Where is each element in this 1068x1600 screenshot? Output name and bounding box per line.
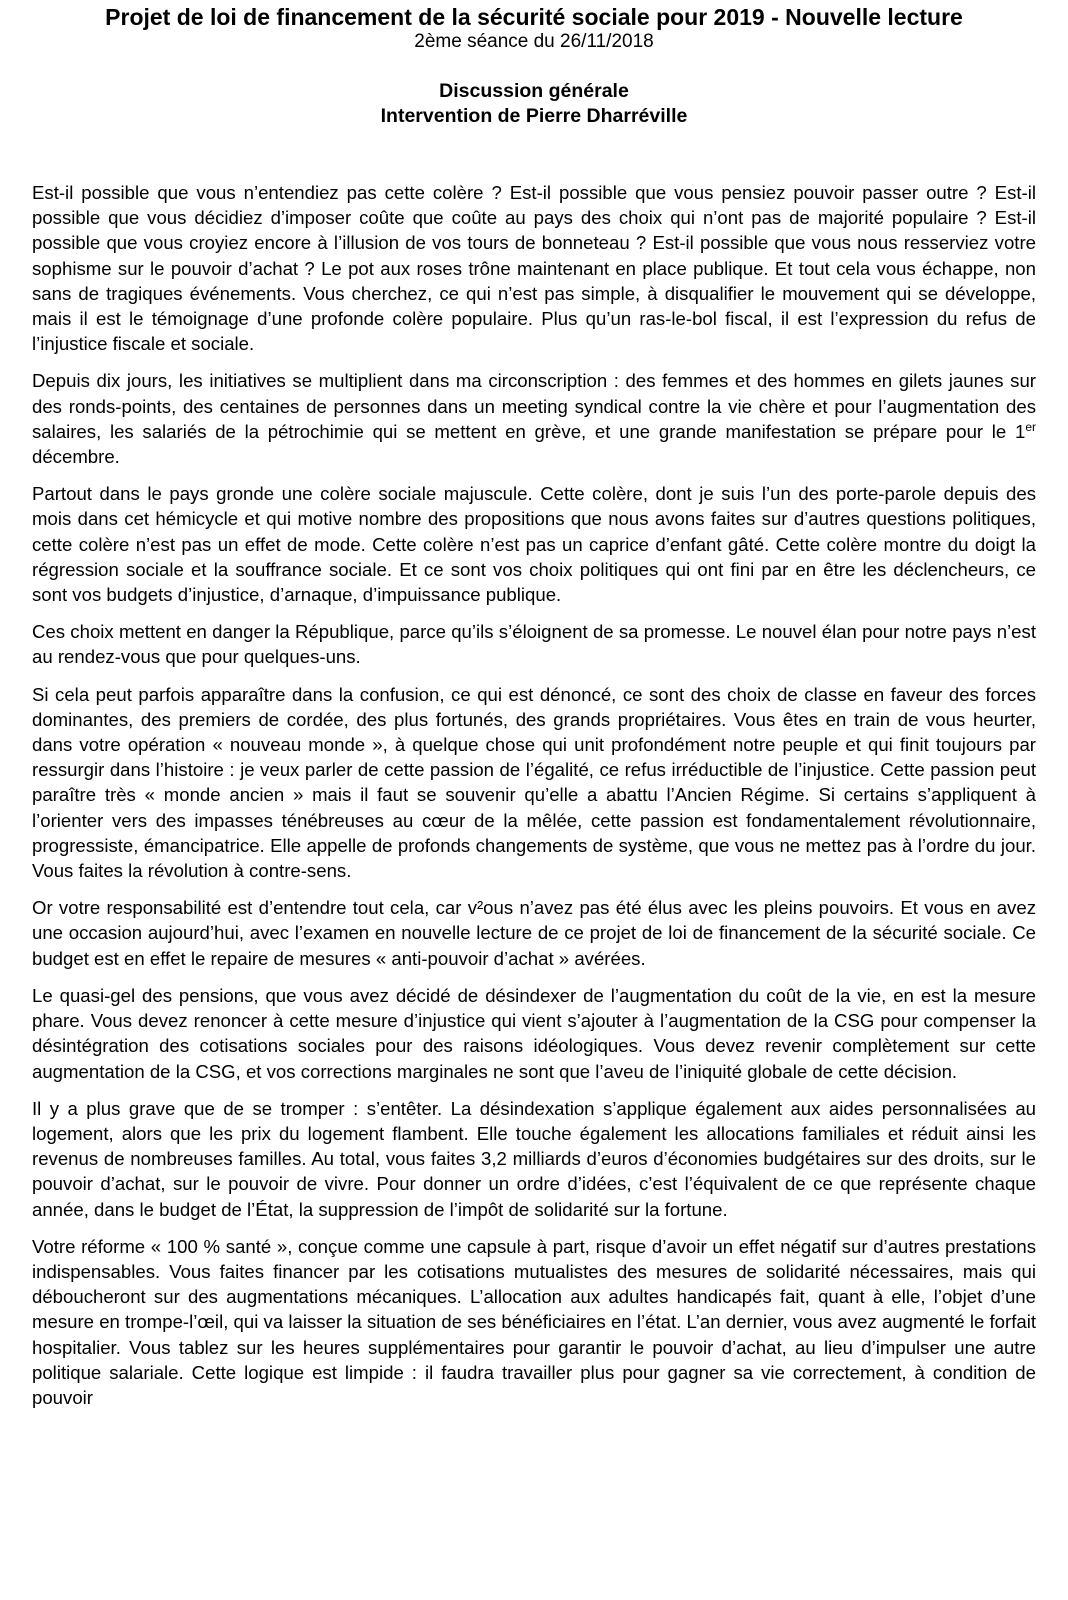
sitting-date: 2ème séance du 26/11/2018 xyxy=(414,31,654,52)
paragraph: Or votre responsabilité est d’entendre tout cela, car v²ous n’avez pas été élus avec les pleins pouvoirs. Et vous en avez une occasion aujourd’hui, avec l’examen en nouvelle lecture de ce projet de loi de financement de la sécurité sociale. Ce budget est en effet le repaire de mesures « anti-pouvoir d’achat » avérées. xyxy=(32,897,1036,969)
paragraph: Ces choix mettent en danger la République, parce qu’ils s’éloignent de sa promesse. Le nouvel élan pour notre pays n’est au rendez-vous que pour quelques-uns. xyxy=(32,621,1036,668)
paragraph: Le quasi-gel des pensions, que vous avez décidé de désindexer de l’augmentation du coût de la vie, en est la mesure phare. Vous devez renoncer à cette mesure d’injustice qui vient s’ajouter à l’augmentation de la CSG pour compenser la désintégration des cotisations sociales pour des raisons idéologiques. Vous devez revenir complètement sur cette augmentation de la CSG, et vos corrections marginales ne sont que l’aveu de l’iniquité globale de cette décision. xyxy=(32,984,1036,1082)
paragraph-text: Depuis dix jours, les initiatives se multiplient dans ma circonscription : des femmes et des hommes en gilets jaunes sur des ronds-points, des centaines de personnes dans un meeting syndical contre la vie chère et pour l’augmentation des salaires, les salariés de la pétrochimie qui se mettent en grève, et une grande manifestation se prépare pour le 1 xyxy=(32,370,1036,442)
section-block xyxy=(32,79,1036,129)
superscript: er xyxy=(1025,419,1036,434)
paragraph: Votre réforme « 100 % santé », conçue comme une capsule à part, risque d’avoir un effet négatif sur d’autres prestations indispensables. Vous faites financer par les cotisations mutualistes des mesures de solidarité nécessaires, mais qui déboucheront sur des augmentations mécaniques. L’allocation aux adultes handicapés fait, quant à elle, l’objet d’une mesure en trompe-l’œil, qui va laisser la situation de ses bénéficiaires en l’état. L’an dernier, vous avez augmenté le forfait hospitalier. Vous tablez sur les heures supplémentaires pour garantir le pouvoir d’achat, au lieu d’impulser une autre politique salariale. Cette logique est limpide : il faudra travailler plus pour gagner sa vie correctement, à condition de pouvoir xyxy=(32,1235,1036,1408)
paragraph xyxy=(32,368,1036,469)
paragraph: Partout dans le pays gronde une colère sociale majuscule. Cette colère, dont je suis l’un des porte-parole depuis des mois dans cet hémicycle et qui motive nombre des propositions que nous avons faites sur d’autres questions politiques, cette colère n’est pas un effet de mode. Cette colère n’est pas un caprice d’enfant gâté. Cette colère montre du doigt la régression sociale et la souffrance sociale. Et ce sont vos choix politiques qui ont fini par en être les déclencheurs, ce sont vos budgets d’injustice, d’arnaque, d’impuissance publique. xyxy=(32,483,1036,606)
speaker-title: Intervention de Pierre Dharréville xyxy=(380,105,688,127)
speech-body xyxy=(32,180,1036,1410)
section-title: Discussion générale xyxy=(439,80,629,102)
document-header xyxy=(32,4,1036,129)
paragraph: Il y a plus grave que de se tromper : s’entêter. La désindexation s’applique également aux aides personnalisées au logement, alors que les prix du logement flambent. Elle touche également les allocations familiales et réduit ainsi les revenus de nombreuses familles. Au total, vous faites 3,2 milliards d’euros d’économies budgétaires sur des droits, sur le pouvoir d’achat, sur le pouvoir de vivre. Pour donner un ordre d’idées, c’est l’équivalent de ce que représente chaque année, dans le budget de l’État, la suppression de l’impôt de solidarité sur la fortune. xyxy=(32,1097,1036,1220)
paragraph: Est-il possible que vous n’entendiez pas cette colère ? Est-il possible que vous pensiez pouvoir passer outre ? Est-il possible que vous décidiez d’imposer coûte que coûte au pays des choix qui n’ont pas de majorité populaire ? Est-il possible que vous croyiez encore à l’illusion de vos tours de bonneteau ? Est-il possible que vous nous resserviez votre sophisme sur le pouvoir d’achat ? Le pot aux roses trône maintenant en place publique. Et tout cela vous échappe, non sans de tragiques événements. Vous cherchez, ce qui n’est pas simple, à disqualifier le mouvement qui se développe, mais il est le témoignage d’une profonde colère populaire. Plus qu’un ras-le-bol fiscal, il est l’expression du refus de l’injustice fiscale et sociale. xyxy=(32,182,1036,355)
paragraph-text: décembre. xyxy=(32,446,120,468)
document-title: Projet de loi de financement de la sécurité sociale pour 2019 - Nouvelle lecture xyxy=(105,4,963,30)
paragraph: Si cela peut parfois apparaître dans la confusion, ce qui est dénoncé, ce sont des choix de classe en faveur des forces dominantes, des premiers de cordée, des plus fortunés, des grands propriétaires. Vous êtes en train de vous heurter, dans votre opération « nouveau monde », à quelque chose qui unit profondément notre peuple et qui finit toujours par ressurgir dans l’histoire : je veux parler de cette passion de l’égalité, ce refus irréductible de l’injustice. Cette passion peut paraître très « monde ancien » mais il faut se souvenir qu’elle a abattu l’Ancien Régime. Si certains s’appliquent à l’orienter vers des impasses ténébreuses au cœur de la mêlée, cette passion est fondamentalement révolutionnaire, progressiste, émancipatrice. Elle appelle de profonds changements de système, que vous ne mettez pas à l’ordre du jour. Vous faites la révolution à contre-sens. xyxy=(32,683,1036,882)
